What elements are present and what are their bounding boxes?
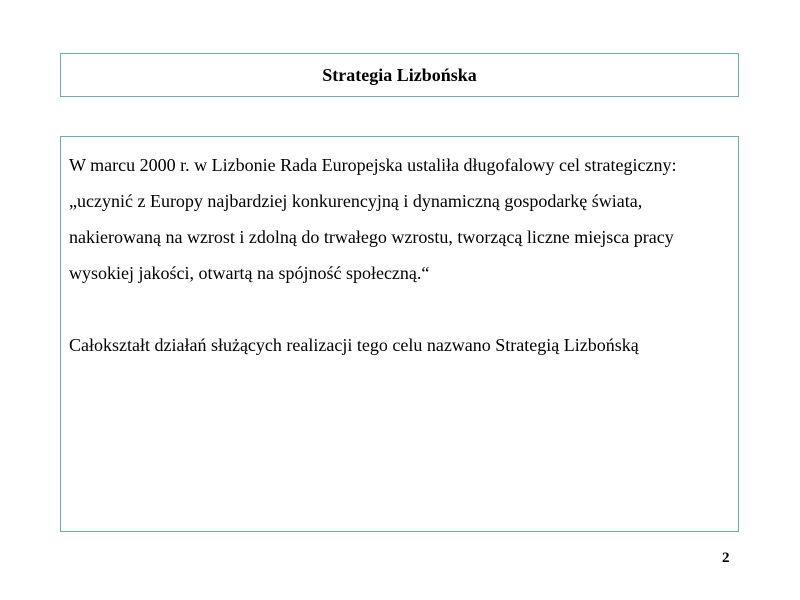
paragraph-definition: Całokształt działań służących realizacji tego celu nazwano Strategią Lizbońską	[69, 335, 639, 355]
slide-title: Strategia Lizbońska	[322, 64, 477, 85]
content-box	[60, 136, 739, 532]
page-number: 2	[722, 550, 730, 566]
paragraph-spacer	[69, 291, 730, 327]
title-box	[60, 53, 739, 97]
paragraph-goal: W marcu 2000 r. w Lizbonie Rada Europejska ustaliła długofalowy cel strategiczny: „uczynić z Europy najbardziej konkurencyjną i dynamiczną gospodarkę świata, nakierowaną na wzrost i zdolną do trwałego wzrostu, tworzącą liczne miejsca pracy wysokiej jakości, otwartą na spójność społeczną.“	[69, 155, 677, 283]
